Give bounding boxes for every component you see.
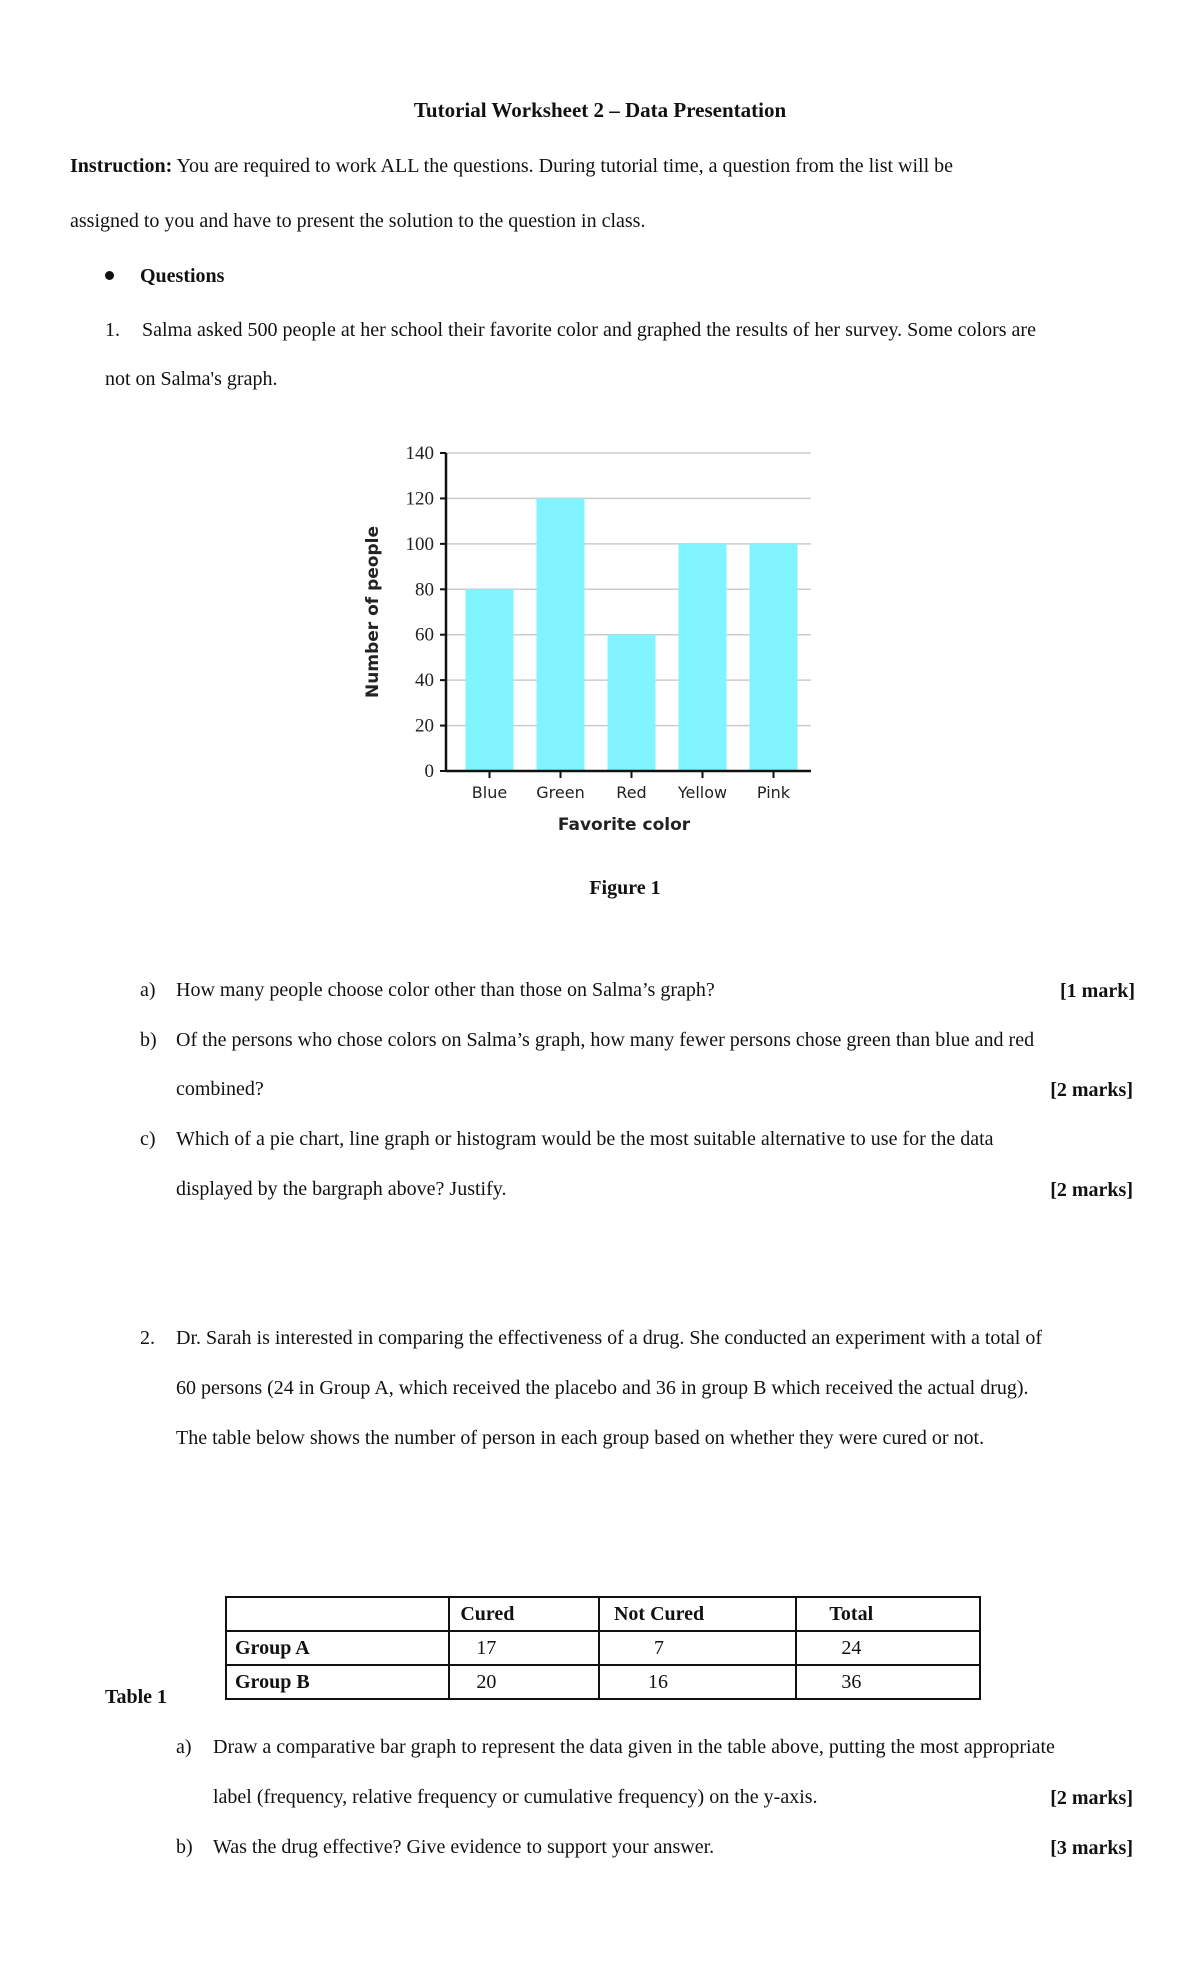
q2-text-line-3: The table below shows the number of person in each group based on whether they were cured or not. (176, 1427, 985, 1449)
x-tick-label: Yellow (677, 783, 728, 802)
table-cell: 24 (796, 1631, 980, 1665)
q1c-text-line-1: Which of a pie chart, line graph or histogram would be the most suitable alternative to use for the data (176, 1128, 994, 1150)
q1c-letter: c) (140, 1128, 156, 1150)
q1-text-line-1: Salma asked 500 people at her school their favorite color and graphed the results of her survey. Some colors are (142, 319, 1036, 341)
q1b-letter: b) (140, 1029, 157, 1051)
table-cell: 20 (449, 1665, 599, 1699)
x-tick-label: Red (616, 783, 647, 802)
bar-green (537, 498, 585, 771)
q2-number: 2. (140, 1327, 155, 1349)
q1-text-line-2: not on Salma's graph. (105, 368, 278, 390)
table-cell: 36 (796, 1665, 980, 1699)
q2a-text-line-1: Draw a comparative bar graph to represent the data given in the table above, putting the most appropriate (213, 1736, 1055, 1758)
x-axis-label: Favorite color (557, 815, 691, 835)
y-tick-label: 100 (405, 533, 434, 555)
q2a-letter: a) (176, 1736, 192, 1758)
bullet-dot-icon (105, 271, 114, 280)
table-cell: Group B (226, 1665, 449, 1699)
x-tick-label: Blue (471, 783, 508, 802)
q1b-text-line-2: combined? (176, 1078, 264, 1100)
q2b-text: Was the drug effective? Give evidence to support your answer. (213, 1836, 715, 1858)
q2a-marks: [2 marks] (1050, 1787, 1133, 1809)
q1-number: 1. (105, 319, 120, 341)
table-1-label: Table 1 (105, 1686, 168, 1708)
q2-text-line-1: Dr. Sarah is interested in comparing the effectiveness of a drug. She conducted an experiment with a total of (176, 1327, 1043, 1349)
table-header-cell: Not Cured (599, 1597, 796, 1631)
instruction-line-1 (70, 156, 1150, 176)
table-cell: 16 (599, 1665, 796, 1699)
q1a-marks: [1 mark] (1060, 980, 1135, 1002)
q1a-letter: a) (140, 979, 156, 1001)
table-header-cell (226, 1597, 449, 1631)
data-table (225, 1596, 981, 1700)
questions-heading: Questions (140, 265, 225, 287)
y-tick-label: 120 (405, 488, 434, 510)
bar-red (608, 635, 656, 771)
table-cell: 17 (449, 1631, 599, 1665)
favorite-color-bar-chart (350, 430, 830, 850)
table-header-cell: Cured (449, 1597, 599, 1631)
table-cell: 7 (599, 1631, 796, 1665)
table-cell: Group A (226, 1631, 449, 1665)
x-tick-label: Pink (756, 783, 791, 802)
q2-text-line-2: 60 persons (24 in Group A, which received the placebo and 36 in group B which received the actual drug). (176, 1377, 1029, 1399)
bar-blue (466, 589, 514, 771)
y-tick-label: 40 (415, 670, 434, 692)
y-tick-label: 20 (415, 715, 434, 737)
table-row (226, 1631, 980, 1665)
q1c-marks: [2 marks] (1050, 1179, 1133, 1201)
q2a-text-line-2: label (frequency, relative frequency or cumulative frequency) on the y-axis. (213, 1786, 818, 1808)
worksheet-title: Tutorial Worksheet 2 – Data Presentation (413, 98, 787, 122)
table-row (226, 1665, 980, 1699)
bar-yellow (679, 544, 727, 771)
q2b-letter: b) (176, 1836, 193, 1858)
instruction-label: Instruction: (70, 155, 173, 177)
q2b-marks: [3 marks] (1050, 1837, 1133, 1859)
q1c-text-line-2: displayed by the bargraph above? Justify. (176, 1178, 507, 1200)
y-tick-label: 60 (415, 624, 434, 646)
q1a-text: How many people choose color other than those on Salma’s graph? (176, 979, 715, 1001)
instruction-text-1: You are required to work ALL the questions. During tutorial time, a question from the list will be (176, 155, 954, 177)
y-axis-label: Number of people (363, 526, 383, 698)
q1b-text-line-1: Of the persons who chose colors on Salma’s graph, how many fewer persons chose green than blue and red (176, 1029, 1035, 1051)
bar-pink (750, 544, 798, 771)
q1b-marks: [2 marks] (1050, 1079, 1133, 1101)
y-tick-label: 140 (405, 443, 434, 464)
table-header-row (226, 1597, 980, 1631)
figure-1-caption: Figure 1 (589, 877, 661, 899)
table-header-cell: Total (796, 1597, 980, 1631)
instruction-line-2: assigned to you and have to present the solution to the question in class. (70, 210, 646, 232)
y-tick-label: 80 (415, 579, 434, 601)
y-tick-label: 0 (424, 761, 434, 782)
x-tick-label: Green (536, 783, 585, 802)
